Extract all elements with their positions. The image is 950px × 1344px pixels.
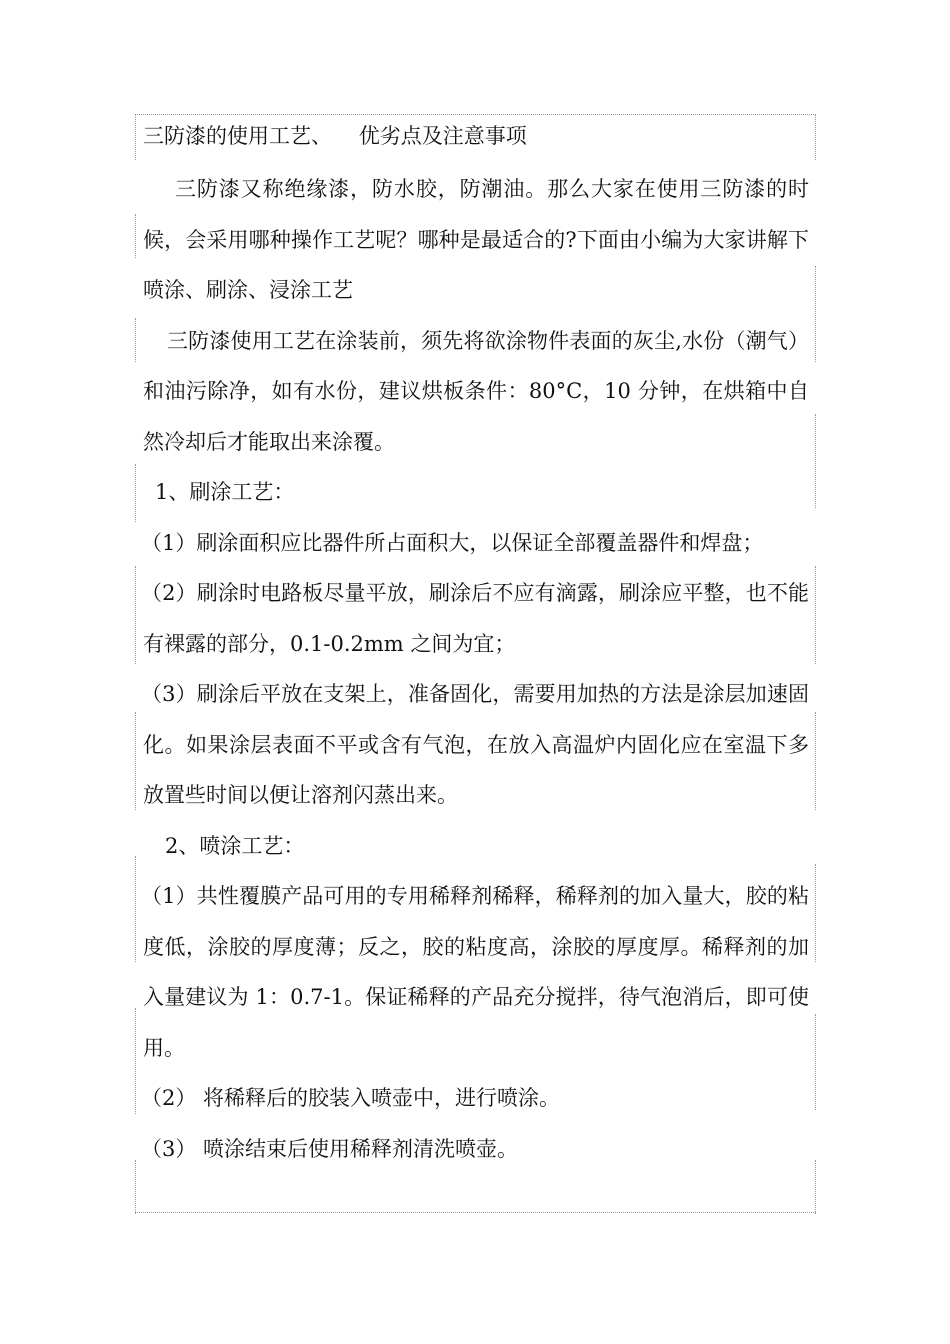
- border-tick-right: [815, 712, 816, 810]
- border-tick-right: [815, 114, 816, 160]
- border-tick-left: [135, 114, 136, 160]
- spray-step-3: （3） 喷涂结束后使用稀释剂清洗喷壶。: [141, 1136, 519, 1161]
- intro-paragraph: 三防漆又称绝缘漆，防水胶，防潮油。那么大家在使用三防漆的时候，会采用哪种操作工艺呢？哪种是最适合的?下面由小编为大家讲解下喷涂、刷涂、浸涂工艺: [143, 177, 809, 302]
- border-tick-right: [815, 414, 816, 508]
- border-tick-right: [815, 566, 816, 664]
- border-tick-right: [815, 1160, 816, 1214]
- brush-section-heading: 1、刷涂工艺：: [155, 480, 295, 504]
- border-tick-left: [135, 1008, 136, 1114]
- spray-step-2: （2） 将稀释后的胶装入喷壶中，进行喷涂。: [141, 1086, 561, 1110]
- border-tick-right: [815, 266, 816, 362]
- document-body: [143, 114, 809, 1174]
- border-tick-left: [135, 712, 136, 810]
- spray-step-1: （1）共性覆膜产品可用的专用稀释剂稀释，稀释剂的加入量大，胶的粘度低，涂胶的厚度薄；反之，胶的粘度高，涂胶的厚度厚。稀释剂的加入量建议为 1：0.7-1。保证稀释的产品充分搅拌，待气泡消后，即可使用。: [141, 884, 809, 1060]
- border-tick-left: [135, 214, 136, 258]
- border-tick-left: [135, 1160, 136, 1214]
- border-tick-left: [135, 566, 136, 664]
- border-tick-left: [135, 318, 136, 362]
- border-tick-right: [815, 1014, 816, 1110]
- preparation-paragraph: 三防漆使用工艺在涂装前，须先将欲涂物件表面的灰尘,水份（潮气）和油污除净，如有水份，建议烘板条件：80°C，10 分钟，在烘箱中自然冷却后才能取出来涂覆。: [143, 328, 809, 454]
- spray-section-heading: 2、喷涂工艺：: [165, 833, 305, 858]
- brush-step-3: （3）刷涂后平放在支架上，准备固化，需要用加热的方法是涂层加速固化。如果涂层表面不平或含有气泡，在放入高温炉内固化应在室温下多放置些时间以便让溶剂闪蒸出来。: [141, 682, 809, 807]
- border-tick-left: [135, 856, 136, 962]
- document-title: 三防漆的使用工艺、 优劣点及注意事项: [143, 124, 527, 148]
- brush-step-2: （2）刷涂时电路板尽量平放，刷涂后不应有滴露，刷涂应平整，也不能有裸露的部分，0.1-0.2mm 之间为宜；: [141, 581, 809, 656]
- border-tick-right: [815, 864, 816, 962]
- brush-step-1: （1）刷涂面积应比器件所占面积大，以保证全部覆盖器件和焊盘；: [141, 530, 764, 555]
- border-tick-left: [135, 464, 136, 522]
